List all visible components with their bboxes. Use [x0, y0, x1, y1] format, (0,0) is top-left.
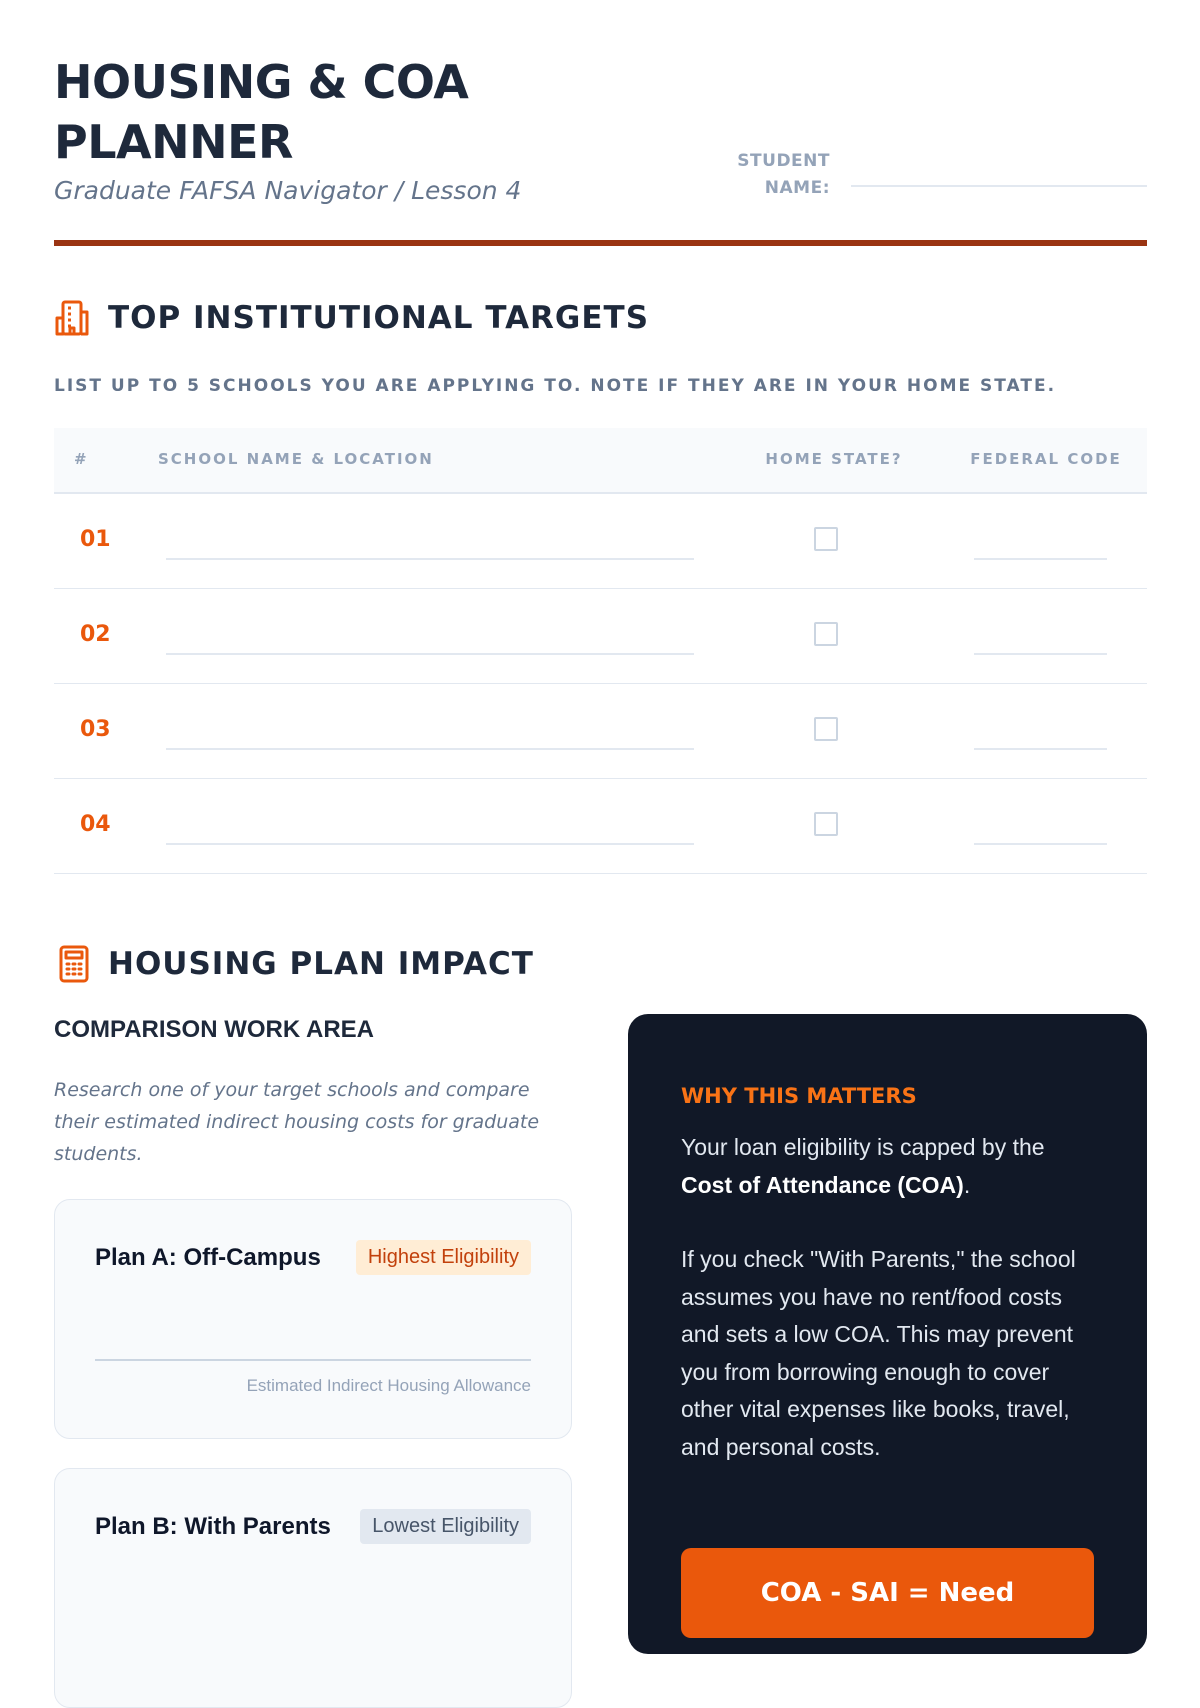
row-number: 03 — [80, 717, 111, 742]
table-row — [54, 779, 1147, 874]
home-state-checkbox[interactable] — [814, 717, 838, 741]
student-name-label: STUDENT NAME: — [737, 151, 830, 198]
work-area-description: Research one of your target schools and compare their estimated indirect housing costs for graduate students. — [54, 1079, 540, 1165]
column-header-home-state: HOME STATE? — [765, 450, 903, 468]
plan-a-title: Plan A: Off-Campus — [95, 1244, 321, 1271]
targets-instruction: LIST UP TO 5 SCHOOLS YOU ARE APPLYING TO. NOTE IF THEY ARE IN YOUR HOME STATE. — [54, 376, 1057, 396]
table-row — [54, 684, 1147, 779]
why-body — [681, 1129, 1101, 1466]
building-icon — [54, 298, 94, 338]
plan-a-badge: Highest Eligibility — [356, 1240, 531, 1275]
federal-code-field[interactable] — [974, 748, 1107, 750]
plan-a-allowance-field[interactable] — [95, 1359, 531, 1361]
plan-b-title: Plan B: With Parents — [95, 1513, 331, 1540]
school-name-field[interactable] — [166, 558, 694, 560]
header-divider — [54, 240, 1147, 246]
home-state-checkbox[interactable] — [814, 527, 838, 551]
home-state-checkbox[interactable] — [814, 622, 838, 646]
column-header-number: # — [74, 450, 89, 468]
coa-formula-button[interactable]: COA - SAI = Need — [681, 1548, 1094, 1638]
why-paragraph-1 — [681, 1129, 1101, 1204]
housing-heading — [54, 944, 534, 984]
why-paragraph-2: If you check "With Parents," the school assumes you have no rent/food costs and sets a low COA. This may prevent you from borrowing enough to cover other vital expenses like books, travel, and personal costs. — [681, 1246, 1076, 1460]
table-row — [54, 494, 1147, 589]
targets-heading — [54, 298, 649, 338]
why-text-end: . — [963, 1171, 971, 1198]
page-title: HOUSING & COA PLANNER — [54, 55, 469, 169]
plan-a-card — [54, 1199, 572, 1439]
housing-title: HOUSING PLAN IMPACT — [108, 946, 534, 982]
federal-code-field[interactable] — [974, 843, 1107, 845]
federal-code-field[interactable] — [974, 558, 1107, 560]
why-this-matters-card — [628, 1014, 1147, 1654]
calculator-icon — [54, 944, 94, 984]
home-state-checkbox[interactable] — [814, 812, 838, 836]
targets-table — [54, 428, 1147, 874]
plan-b-badge: Lowest Eligibility — [360, 1509, 531, 1544]
table-header — [54, 428, 1147, 494]
why-title: WHY THIS MATTERS — [681, 1084, 917, 1108]
why-text-start: Your loan eligibility is capped by the — [681, 1134, 1045, 1160]
table-row — [54, 589, 1147, 684]
plan-a-caption: Estimated Indirect Housing Allowance — [246, 1376, 531, 1395]
column-header-federal-code: FEDERAL CODE — [970, 450, 1122, 468]
row-number: 04 — [80, 812, 111, 837]
school-name-field[interactable] — [166, 748, 694, 750]
targets-title: TOP INSTITUTIONAL TARGETS — [108, 300, 650, 336]
coa-emphasis: Cost of Attendance (COA) — [681, 1171, 964, 1198]
page-subtitle: Graduate FAFSA Navigator / Lesson 4 — [54, 176, 522, 205]
federal-code-field[interactable] — [974, 653, 1107, 655]
work-area-title: COMPARISON WORK AREA — [54, 1016, 374, 1043]
row-number: 02 — [80, 622, 111, 647]
student-name-field[interactable] — [851, 185, 1147, 187]
school-name-field[interactable] — [166, 653, 694, 655]
row-number: 01 — [80, 527, 111, 552]
school-name-field[interactable] — [166, 843, 694, 845]
plan-b-card — [54, 1468, 572, 1708]
column-header-school: SCHOOL NAME & LOCATION — [158, 450, 434, 468]
